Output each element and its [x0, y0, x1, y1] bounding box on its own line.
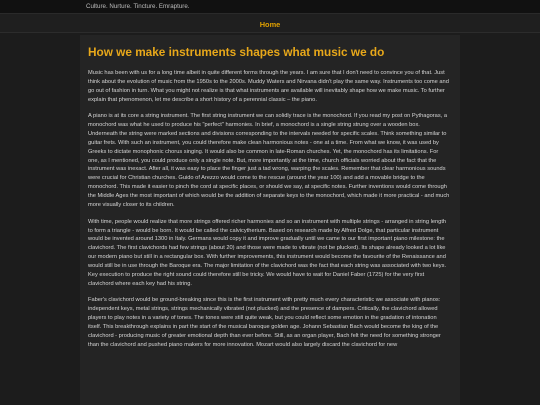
article-body: [88, 45, 450, 357]
article-paragraph: A piano is at its core a string instrument. The first string instrument we can solidly trace is the monochord. If you read my post on Pythagoras, a monochord was what he used to produce his "perfect" harmonies. In brief, a monochord is a single string strung over a wooden box. Underneath the string were marked sections and divisions corresponding to the intervals needed for specific scales. Think something similar to guitar frets. With such an instrument, you could therefore make clean harmonious notes - one at a time. From what we know, it was used by Greeks to dictate monophonic chorus singing. It would also be common in late-Roman churches. Yet, the monochord has its limitations. For one, as I mentioned, you could produce only a single note. But, more importantly at the time, church officials worried about the fact that the instrument was inexact. After all, it was easy to place the finger just a tad wrong, warping the scales. Remember that clear harmonious sounds were crucial for Christian churches. Guido of Arezzo would come to the rescue (around the year 100) and add a movable bridge to the monochord. This made it easier to pinch the cord at specific places, or should we say, at specific notes. Further inventions would come through the Middle Ages the most important of which would be the addition of separate keys to the monochord, which made it more practical - and much more visually closer to its children.: [88, 113, 450, 208]
article-paragraph: Faber's clavichord would be ground-breaking since this is the first instrument with pretty much every characteristic we associate with pianos: independent keys, metal strings, strings mechanically vibrated (not plucked) and the presence of dampers. Critically, the clavichord allowed players to play notes in a variety of tones. The tones were still quite weak, but you could reflect some emotion in the gradation of intonation itself. This breakthrough explains in part the start of the musical baroque golden age. Johann Sebastian Bach would become the king of the clavichord - producing music of greater emotional depth than ever before. Still, as an organ player, Bach felt the need for something stronger than the clavichord and pushed piano makers for more innovation. Mozart would also largely discard the clavichord for new: [88, 297, 441, 348]
main-nav: [0, 14, 540, 33]
site-tagline-bar: [0, 0, 540, 14]
article-title: How we make instruments shapes what music we do: [88, 45, 385, 59]
nav-home-link[interactable]: Home: [259, 20, 281, 29]
article-paragraph: With time, people would realize that more strings offered richer harmonies and so an instrument with multiple strings - arranged in string length to form a triangle - would be born. It would be called the calvicytherium. Based on research made by Alfred Dolge, that particular instrument would be invented around 1300 in Italy. Germans would copy it and improve gradually until we came to our first important piano milestone: the clavichord. The first clavichords had few strings (about 20) and those were made to vibrate (not be plucked). Its shape already looked a lot like our modern piano but still in a rectangular box. With further improvements, this instrument would become the favourite of the Renaissance and would still be in use through the Baroque era. The major limitation of the clavichord was the fact that each string was associated with two keys. Key execution to produce the right sound could therefore still be tricky. We would have to wait for Daniel Faber (1725) for the very first clavichord where each key had his string.: [88, 218, 447, 287]
site-tagline: Culture. Nurture. Tincture. Emrapture.: [86, 3, 190, 10]
article-container: [80, 35, 460, 405]
article-paragraph: Music has been with us for a long time albeit in quite different forms through the years. I am sure that I don't need to convince you of that. Just think about the evolution of music from the 1950s to the 2000s. Muddy Waters and Nirvana didn't play the same way. Instruments too come and go out of fashion in turn. What you might not realize is that what instruments are available will inevitably shape how we make music. To further explain that phenomenon, let me describe a short history of a perennial classic – the piano.: [88, 70, 449, 103]
